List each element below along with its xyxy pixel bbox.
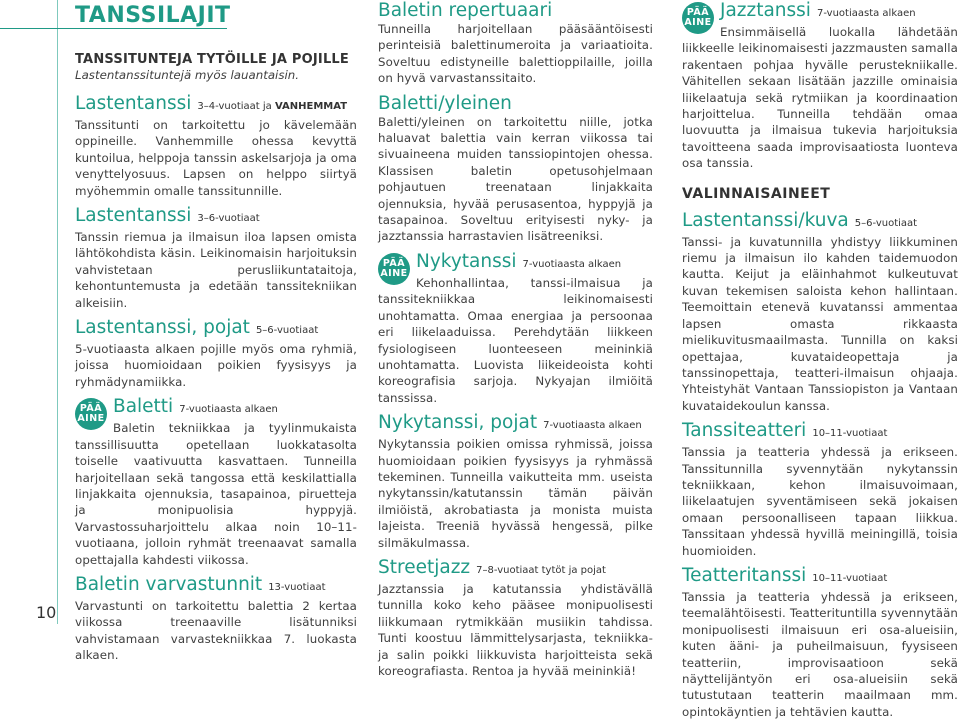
left-margin-strip <box>0 0 58 624</box>
section-text: Baletin tekniikkaa ja tyylinmukaista tanssillisuutta opetellaan luokkatasolta toiselle vaativuutta kasvattaen. Tunneilla harjoitellaan sekä tangossa että keskilattialla linjakkaita ojennuksia, tasapainoa, piruetteja ja monipuolisia hyppyjä. Varvastossuharjoittelu alkaa noin 10–11-vuotiaana, jolloin ryhmät treenaavat samalla opettajalla kahdesti viikossa. <box>75 421 357 567</box>
section-text: 5-vuotiaasta alkaen pojille myös oma ryhmiä, joissa huomioidaan poikien fyysisyys ja ryhmädynamiikka. <box>75 342 357 389</box>
section-baletti <box>75 396 357 568</box>
section-lastentanssi-kuva <box>682 210 958 414</box>
section-tanssiteatteri <box>682 420 958 559</box>
subhead-note: Lastentanssituntejä myös lauantaisin. <box>75 68 299 82</box>
section-text: Tunneilla harjoitellaan pääsääntöisesti perinteisiä balettinumeroita ja variaatioita. Soveltuu edistyneille balettioppilaille, joilla on hyvä varvastanssitaito. <box>378 22 653 86</box>
age-label: 5–6-vuotiaat <box>255 325 319 337</box>
section-text: Tanssi- ja kuvatunnilla yhdistyy liikkuminen riemu ja ilmaisun ilo kahden taidemuodon kautta. Keijut ja eläinhahmot kulkeutuvat kuvan tekemisen saloista kehon hallintaan. Teemoittain etenevä kuvatanssi ammentaa lapsen omasta rikkaasta mielikuvitusmaailmasta. Tunnilla on kaksi opettajaa, kuvataideopettaja ja tanssinopettaja, teatteri-ilmaisun ohjaaja. Yhteistyhät Vantaan Tanssiopiston ja Vantaan kuvataidekoulun kanssa. <box>682 234 958 413</box>
section-lastentanssi <box>75 205 357 311</box>
section-text: Baletti/yleinen on tarkoitettu niille, jotka haluavat balettia vain kerran viikossa tai sivuaineena muiden tanssiopintojen ohessa. Klassisen baletin opetusohjelmaan pohjautuen treenataan linjakkaita ojennuksia, hyvää perusasentoa, hyppyjä ja tasapainoa. Soveltuu erityisesti nyky- ja jazztanssia harrastavien lisätreeniksi. <box>378 114 653 244</box>
page-title: TANSSILAJIT <box>75 3 231 28</box>
column-3 <box>682 0 958 720</box>
section-title: Lastentanssi <box>75 205 192 227</box>
section-title: Teatteritanssi <box>682 564 807 586</box>
age-label: 10–11-vuotiaat <box>812 572 888 584</box>
page-number: 10 <box>36 603 57 622</box>
section-lastentanssi-pojat <box>75 317 357 390</box>
section-lastentanssi-vanhemmat <box>75 93 357 199</box>
column-1 <box>75 0 357 664</box>
section-jazztanssi <box>682 0 958 172</box>
section-teatteritanssi <box>682 565 958 720</box>
section-title: Baletti <box>113 396 174 418</box>
paaaine-badge-icon: PÄÄ AINE <box>682 2 714 34</box>
section-title: Nykytanssi, pojat <box>378 412 538 434</box>
section-title: Lastentanssi <box>75 93 192 114</box>
age-label: 7-vuotiaasta alkaen <box>543 420 642 432</box>
section-text: Jazztanssia ja katutanssia yhdistävällä tunnilla koko keho pääsee monipuolisesti liikkumaan rytmikkään musiikin tahdissa. Tunti koostuu lämmittelysarjasta, tekniikka- ja salin poikki liikkuvista harjoitteista sekä koreografiasta. Rentoa ja hyvää meininkiä! <box>378 581 653 678</box>
section-title: Lastentanssi, pojat <box>75 317 250 339</box>
column-2 <box>378 0 653 679</box>
section-nykytanssi-pojat <box>378 412 653 551</box>
section-baletti-yleinen <box>378 93 653 245</box>
valinnaisaineet-heading: VALINNAISAINEET <box>682 185 831 202</box>
section-text: Nykytanssia poikien omissa ryhmissä, joissa huomioidaan poikien fyysisyys ja ryhmässä tekeminen. Tunneilla vaikutteita mm. useista nykytanssin/katutanssin tämän päivän ilmiöistä, akrobatiasta ja monista muista lajeista. Treeniä hyvässä hengessä, pilke silmäkulmassa. <box>378 437 653 550</box>
section-baletin-varvastunnit <box>75 574 357 664</box>
age-label: 7-vuotiaasta alkaen <box>522 258 622 270</box>
section-text: Tanssin riemua ja ilmaisun iloa lapsen omista lähtökohdista käsin. Leikinomaisin harjoituksin vahvistetaan perusliikuntataitoja, kehontuntemusta ja edetään tanssitekniikan alkeisiin. <box>75 230 357 310</box>
section-title: Lastentanssi/kuva <box>682 209 849 231</box>
age-label: 3–4-vuotiaat ja VANHEMMAT <box>197 101 348 112</box>
section-streetjazz <box>378 557 653 679</box>
age-label: 7–8-vuotiaat tytöt ja pojat <box>476 564 606 576</box>
section-nykytanssi <box>378 251 653 406</box>
section-title: Baletin repertuaari <box>378 0 553 21</box>
paaaine-badge-icon: PÄÄ AINE <box>75 398 107 430</box>
section-text: Kehonhallintaa, tanssi-ilmaisua ja tanssitekniikkaa leikinomaisesti unohtamatta. Omaa energiaa ja persoonaa eri liikelaaduissa. Perehdytään liikkeen fysiologiseen luonteeseen meininkiä unohtamatta. Luovista liikeideoista kohti koreografisia sarjoja. Nykyajan ilmiöitä tanssissa. <box>378 275 653 405</box>
paaaine-badge-icon: PÄÄ AINE <box>378 253 410 285</box>
section-text: Tanssitunti on tarkoitettu jo kävelemään oppineille. Vanhemmille ohessa kevyttä kuntoilua, helppoja tanssin askelsarjoja ja oma venyttelyosuus. Lapsen on helppo siirtyä myöhemmin omalle tanssitunnille. <box>75 118 357 198</box>
section-title: Baletin varvastunnit <box>75 573 263 595</box>
section-text: Tanssia ja teatteria yhdessä ja erikseen. Tanssitunnilla syvennytään nykytanssin tekniikkaan, kehon ilmaisuvoimaan, liikelaatujen syventämiseen sekä jokaisen omaan persoonalliseen tapaan liikkua. Tanssitaan yhdessä hyvillä meiningillä, toisia huomioiden. <box>682 445 958 558</box>
age-label: 13-vuotiaat <box>268 581 326 593</box>
age-label: 7-vuotiaasta alkaen <box>816 8 916 19</box>
section-title: Streetjazz <box>378 556 471 578</box>
section-title: Nykytanssi <box>416 250 517 272</box>
section-title: Tanssiteatteri <box>682 420 807 442</box>
section-text: Varvastunti on tarkoitettu balettia 2 kertaa viikossa treenaaville lisätunniksi vahvistamaan varvastekniikkaa 7. luokasta alkaen. <box>75 598 357 663</box>
section-text: Ensimmäisellä luokalla lähdetään liikkeelle leikinomaisesti jazzmausten samalla rakentaen pohjaa hyvälle perustekniikalle. Vähitellen sekaan lisätään jazzille ominaisia liikelaatuja sekä rytmiikan ja koordinaation harjoittelua. Tunneilla tehdään omaa luovuutta ja ilmaisua tukevia harjoituksia tavoitteena saada improvisaatiosta luonteva osa tanssia. <box>682 25 958 171</box>
column-subhead: TANSSITUNTEJA TYTÖILLE JA POJILLE <box>75 52 349 67</box>
section-baletin-repertuaari <box>378 0 653 87</box>
age-label: 7-vuotiaasta alkaen <box>179 404 278 416</box>
section-text: Tanssia ja teatteria yhdessä ja erikseen, teemalähtöisesti. Teatterituntilla syvennytään monipuolisesti ilmaisuun eri osa-alueisiin, kuten ääni- ja puheilmaisuun, fyysiseen teatteriin, improvisaatioon sekä näyttelijäntyön eri osa-alueisiin sekä tutustutaan teatterin maailmaan mm. opintokäyntien ja tehtävien kautta. <box>682 589 958 719</box>
age-label: 10–11-vuotiaat <box>812 428 888 440</box>
age-label: 5–6-vuotiaat <box>854 217 918 229</box>
section-title: Jazztanssi <box>720 0 811 21</box>
age-label: 3–6-vuotiaat <box>197 213 260 225</box>
section-title: Baletti/yleinen <box>378 92 512 114</box>
